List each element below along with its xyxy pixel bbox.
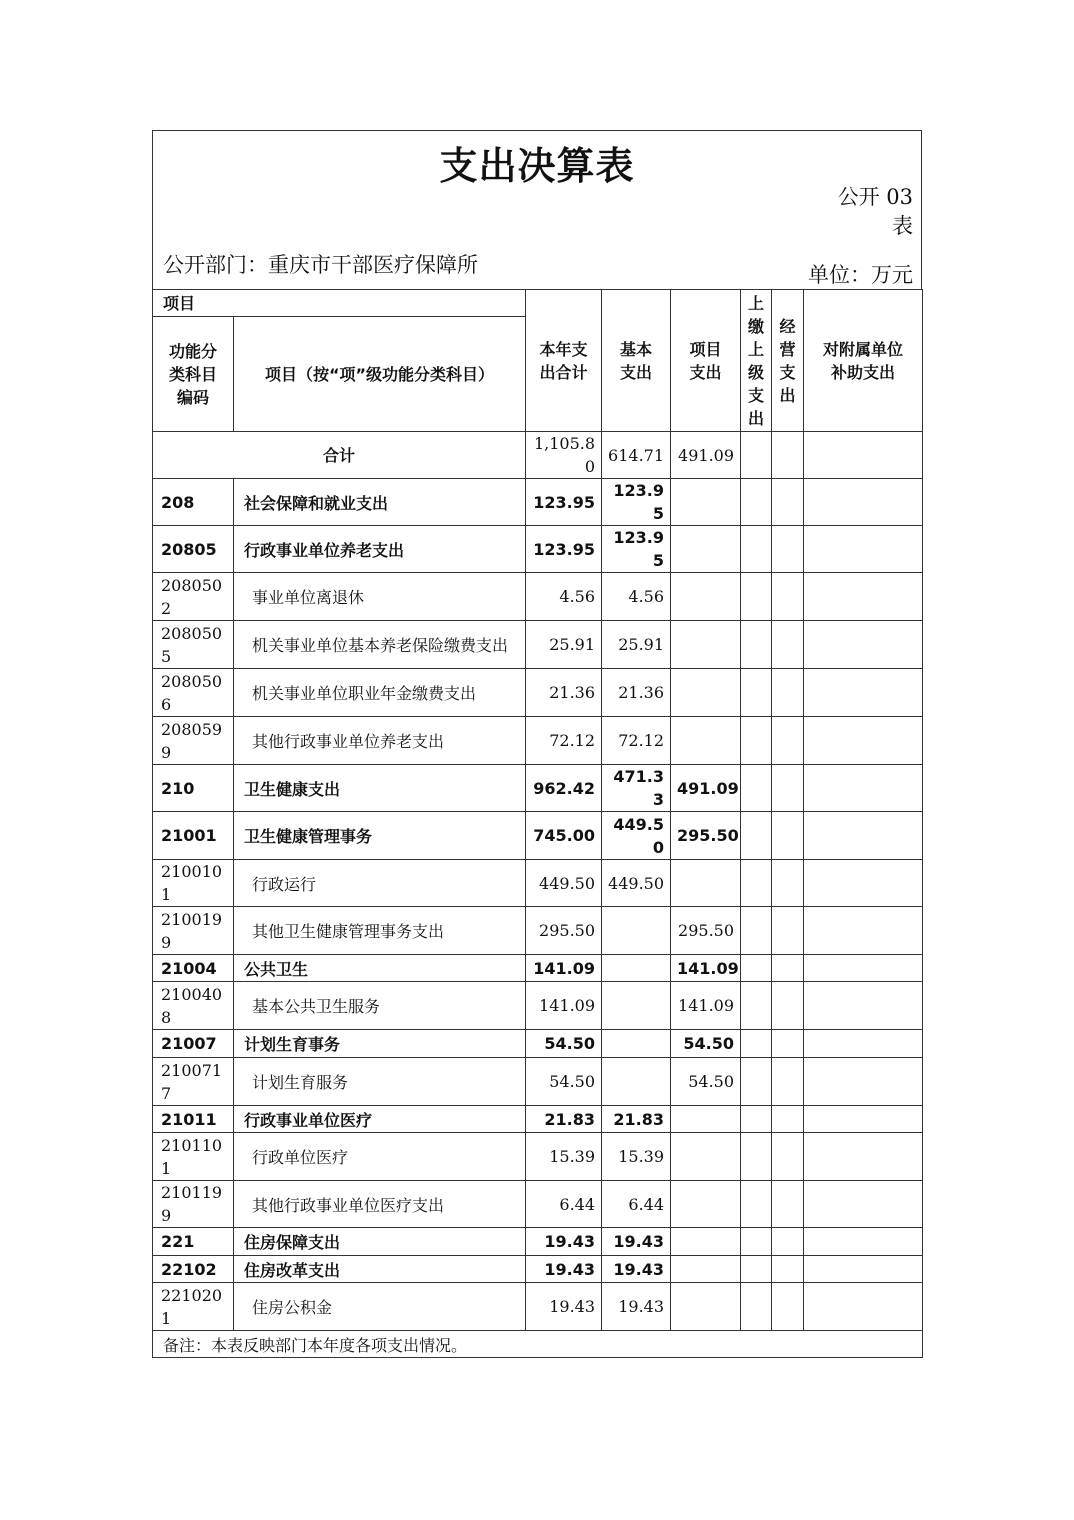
row-business xyxy=(772,765,804,812)
row-business xyxy=(772,955,804,982)
row-code: 2080506 xyxy=(153,669,234,717)
row-upper xyxy=(741,982,772,1030)
row-name: 行政事业单位医疗 xyxy=(234,1106,526,1133)
row-total: 72.12 xyxy=(526,717,602,765)
table-row xyxy=(153,669,923,717)
row-business xyxy=(772,1133,804,1181)
row-basic: 19.43 xyxy=(602,1283,671,1331)
total-business xyxy=(772,432,804,479)
row-name: 其他行政事业单位养老支出 xyxy=(234,717,526,765)
row-code: 2080505 xyxy=(153,621,234,669)
row-business xyxy=(772,812,804,860)
row-project: 54.50 xyxy=(671,1058,741,1106)
row-business xyxy=(772,860,804,907)
header-upper-text: 上缴上级支出 xyxy=(748,293,765,428)
row-project: 295.50 xyxy=(671,812,741,860)
row-name: 其他卫生健康管理事务支出 xyxy=(234,907,526,955)
total-project: 491.09 xyxy=(671,432,741,479)
table-row xyxy=(153,1030,923,1058)
row-basic: 21.36 xyxy=(602,669,671,717)
row-basic: 123.95 xyxy=(602,526,671,573)
table-row xyxy=(153,1058,923,1106)
row-subsidy xyxy=(804,1106,923,1133)
row-upper xyxy=(741,526,772,573)
row-basic: 123.95 xyxy=(602,479,671,526)
row-code: 2210201 xyxy=(153,1283,234,1331)
row-business xyxy=(772,1181,804,1228)
row-basic: 449.50 xyxy=(602,860,671,907)
row-upper xyxy=(741,1256,772,1283)
expenditure-sheet xyxy=(152,130,922,1358)
row-code: 21011 xyxy=(153,1106,234,1133)
table-row xyxy=(153,573,923,621)
row-upper xyxy=(741,955,772,982)
row-name: 计划生育事务 xyxy=(234,1030,526,1058)
note-text: 备注：本表反映部门本年度各项支出情况。 xyxy=(153,1331,923,1358)
unit-label: 单位：万元 xyxy=(808,263,913,287)
header-item-group: 项目 xyxy=(153,290,526,317)
row-basic: 21.83 xyxy=(602,1106,671,1133)
expenditure-table xyxy=(152,289,923,1358)
row-project: 54.50 xyxy=(671,1030,741,1058)
row-basic: 72.12 xyxy=(602,717,671,765)
header-code-text: 功能分类科目编码 xyxy=(168,341,217,407)
row-business xyxy=(772,1283,804,1331)
row-project: 141.09 xyxy=(671,955,741,982)
note-row xyxy=(153,1331,923,1358)
row-business xyxy=(772,982,804,1030)
form-number-text: 公开 03 表 xyxy=(837,185,913,238)
row-subsidy xyxy=(804,526,923,573)
row-code: 20805 xyxy=(153,526,234,573)
row-project xyxy=(671,1181,741,1228)
row-project xyxy=(671,621,741,669)
row-total: 54.50 xyxy=(526,1058,602,1106)
header-upper xyxy=(741,290,772,432)
row-upper xyxy=(741,1106,772,1133)
sheet-header xyxy=(152,130,922,289)
row-project xyxy=(671,1106,741,1133)
total-label: 合计 xyxy=(153,432,526,479)
row-name: 行政单位医疗 xyxy=(234,1133,526,1181)
row-basic: 471.33 xyxy=(602,765,671,812)
form-number xyxy=(833,183,913,241)
row-total: 962.42 xyxy=(526,765,602,812)
header-total-text: 本年支出合计 xyxy=(539,339,588,382)
header-subsidy xyxy=(804,290,923,432)
row-basic: 19.43 xyxy=(602,1228,671,1256)
row-name: 住房保障支出 xyxy=(234,1228,526,1256)
row-business xyxy=(772,1030,804,1058)
row-upper xyxy=(741,860,772,907)
table-row xyxy=(153,1228,923,1256)
table-row xyxy=(153,1106,923,1133)
table-row xyxy=(153,955,923,982)
row-name: 行政运行 xyxy=(234,860,526,907)
row-code: 22102 xyxy=(153,1256,234,1283)
row-business xyxy=(772,1256,804,1283)
row-basic: 15.39 xyxy=(602,1133,671,1181)
row-project xyxy=(671,669,741,717)
row-upper xyxy=(741,907,772,955)
row-basic: 4.56 xyxy=(602,573,671,621)
row-name: 公共卫生 xyxy=(234,955,526,982)
table-row xyxy=(153,526,923,573)
row-total: 19.43 xyxy=(526,1283,602,1331)
header-business-text: 经营支出 xyxy=(779,316,796,405)
row-total: 21.36 xyxy=(526,669,602,717)
row-business xyxy=(772,1106,804,1133)
row-business xyxy=(772,669,804,717)
row-basic xyxy=(602,1058,671,1106)
row-total: 54.50 xyxy=(526,1030,602,1058)
row-upper xyxy=(741,1181,772,1228)
table-row xyxy=(153,479,923,526)
table-row xyxy=(153,982,923,1030)
row-upper xyxy=(741,1133,772,1181)
table-row xyxy=(153,765,923,812)
table-row xyxy=(153,860,923,907)
row-total: 745.00 xyxy=(526,812,602,860)
row-basic: 19.43 xyxy=(602,1256,671,1283)
header-subsidy-text: 对附属单位补助支出 xyxy=(823,339,904,382)
row-project xyxy=(671,1228,741,1256)
row-code: 2101199 xyxy=(153,1181,234,1228)
row-project xyxy=(671,1133,741,1181)
table-row xyxy=(153,717,923,765)
row-total: 6.44 xyxy=(526,1181,602,1228)
row-code: 2080502 xyxy=(153,573,234,621)
total-row xyxy=(153,432,923,479)
row-name: 基本公共卫生服务 xyxy=(234,982,526,1030)
row-total: 123.95 xyxy=(526,526,602,573)
row-subsidy xyxy=(804,1283,923,1331)
row-code: 21001 xyxy=(153,812,234,860)
row-project xyxy=(671,717,741,765)
row-subsidy xyxy=(804,765,923,812)
row-upper xyxy=(741,1228,772,1256)
row-name: 社会保障和就业支出 xyxy=(234,479,526,526)
row-project: 295.50 xyxy=(671,907,741,955)
row-total: 19.43 xyxy=(526,1228,602,1256)
row-name: 住房公积金 xyxy=(234,1283,526,1331)
department-label: 公开部门：重庆市干部医疗保障所 xyxy=(163,253,478,277)
row-basic xyxy=(602,982,671,1030)
row-upper xyxy=(741,669,772,717)
row-business xyxy=(772,1058,804,1106)
row-total: 21.83 xyxy=(526,1106,602,1133)
row-name: 卫生健康支出 xyxy=(234,765,526,812)
row-basic xyxy=(602,907,671,955)
row-total: 295.50 xyxy=(526,907,602,955)
row-code: 2100408 xyxy=(153,982,234,1030)
row-business xyxy=(772,621,804,669)
row-project xyxy=(671,573,741,621)
row-subsidy xyxy=(804,573,923,621)
row-code: 2100101 xyxy=(153,860,234,907)
row-name: 卫生健康管理事务 xyxy=(234,812,526,860)
row-code: 21004 xyxy=(153,955,234,982)
row-total: 19.43 xyxy=(526,1256,602,1283)
header-project-text: 项目支出 xyxy=(689,339,722,382)
row-subsidy xyxy=(804,860,923,907)
row-code: 2100199 xyxy=(153,907,234,955)
table-row xyxy=(153,1256,923,1283)
header-name: 项目（按“项”级功能分类科目） xyxy=(234,317,526,432)
row-project: 491.09 xyxy=(671,765,741,812)
row-upper xyxy=(741,812,772,860)
row-total: 15.39 xyxy=(526,1133,602,1181)
page-title: 支出决算表 xyxy=(439,144,635,188)
row-upper xyxy=(741,765,772,812)
table-row xyxy=(153,1181,923,1228)
row-code: 2080599 xyxy=(153,717,234,765)
row-upper xyxy=(741,717,772,765)
row-upper xyxy=(741,621,772,669)
row-upper xyxy=(741,1283,772,1331)
row-subsidy xyxy=(804,1256,923,1283)
row-project: 141.09 xyxy=(671,982,741,1030)
total-subsidy xyxy=(804,432,923,479)
total-upper xyxy=(741,432,772,479)
table-row xyxy=(153,621,923,669)
row-total: 449.50 xyxy=(526,860,602,907)
row-name: 行政事业单位养老支出 xyxy=(234,526,526,573)
row-subsidy xyxy=(804,982,923,1030)
row-subsidy xyxy=(804,669,923,717)
row-total: 25.91 xyxy=(526,621,602,669)
row-name: 其他行政事业单位医疗支出 xyxy=(234,1181,526,1228)
total-total: 1,105.80 xyxy=(526,432,602,479)
row-code: 210 xyxy=(153,765,234,812)
row-basic: 449.50 xyxy=(602,812,671,860)
row-subsidy xyxy=(804,907,923,955)
row-code: 2100717 xyxy=(153,1058,234,1106)
row-project xyxy=(671,1256,741,1283)
table-row xyxy=(153,1133,923,1181)
row-subsidy xyxy=(804,1030,923,1058)
row-subsidy xyxy=(804,717,923,765)
table-row xyxy=(153,1283,923,1331)
row-subsidy xyxy=(804,1181,923,1228)
row-name: 事业单位离退休 xyxy=(234,573,526,621)
row-subsidy xyxy=(804,621,923,669)
row-subsidy xyxy=(804,1058,923,1106)
row-basic: 6.44 xyxy=(602,1181,671,1228)
row-upper xyxy=(741,479,772,526)
row-business xyxy=(772,573,804,621)
row-subsidy xyxy=(804,479,923,526)
row-name: 计划生育服务 xyxy=(234,1058,526,1106)
row-business xyxy=(772,1228,804,1256)
row-total: 123.95 xyxy=(526,479,602,526)
header-total xyxy=(526,290,602,432)
row-code: 208 xyxy=(153,479,234,526)
row-code: 21007 xyxy=(153,1030,234,1058)
table-row xyxy=(153,812,923,860)
row-business xyxy=(772,479,804,526)
total-basic: 614.71 xyxy=(602,432,671,479)
row-code: 221 xyxy=(153,1228,234,1256)
row-project xyxy=(671,860,741,907)
header-basic xyxy=(602,290,671,432)
row-project xyxy=(671,1283,741,1331)
header-business xyxy=(772,290,804,432)
row-business xyxy=(772,526,804,573)
row-code: 2101101 xyxy=(153,1133,234,1181)
row-subsidy xyxy=(804,812,923,860)
row-total: 141.09 xyxy=(526,955,602,982)
row-subsidy xyxy=(804,955,923,982)
row-basic: 25.91 xyxy=(602,621,671,669)
row-project xyxy=(671,526,741,573)
row-business xyxy=(772,907,804,955)
row-total: 141.09 xyxy=(526,982,602,1030)
row-name: 住房改革支出 xyxy=(234,1256,526,1283)
row-upper xyxy=(741,1058,772,1106)
row-total: 4.56 xyxy=(526,573,602,621)
header-basic-text: 基本支出 xyxy=(620,339,653,382)
row-business xyxy=(772,717,804,765)
header-code xyxy=(153,317,234,432)
row-basic xyxy=(602,1030,671,1058)
row-subsidy xyxy=(804,1133,923,1181)
row-name: 机关事业单位职业年金缴费支出 xyxy=(234,669,526,717)
row-basic xyxy=(602,955,671,982)
row-project xyxy=(671,479,741,526)
row-upper xyxy=(741,573,772,621)
header-project xyxy=(671,290,741,432)
table-row xyxy=(153,907,923,955)
row-name: 机关事业单位基本养老保险缴费支出 xyxy=(234,621,526,669)
row-upper xyxy=(741,1030,772,1058)
row-subsidy xyxy=(804,1228,923,1256)
